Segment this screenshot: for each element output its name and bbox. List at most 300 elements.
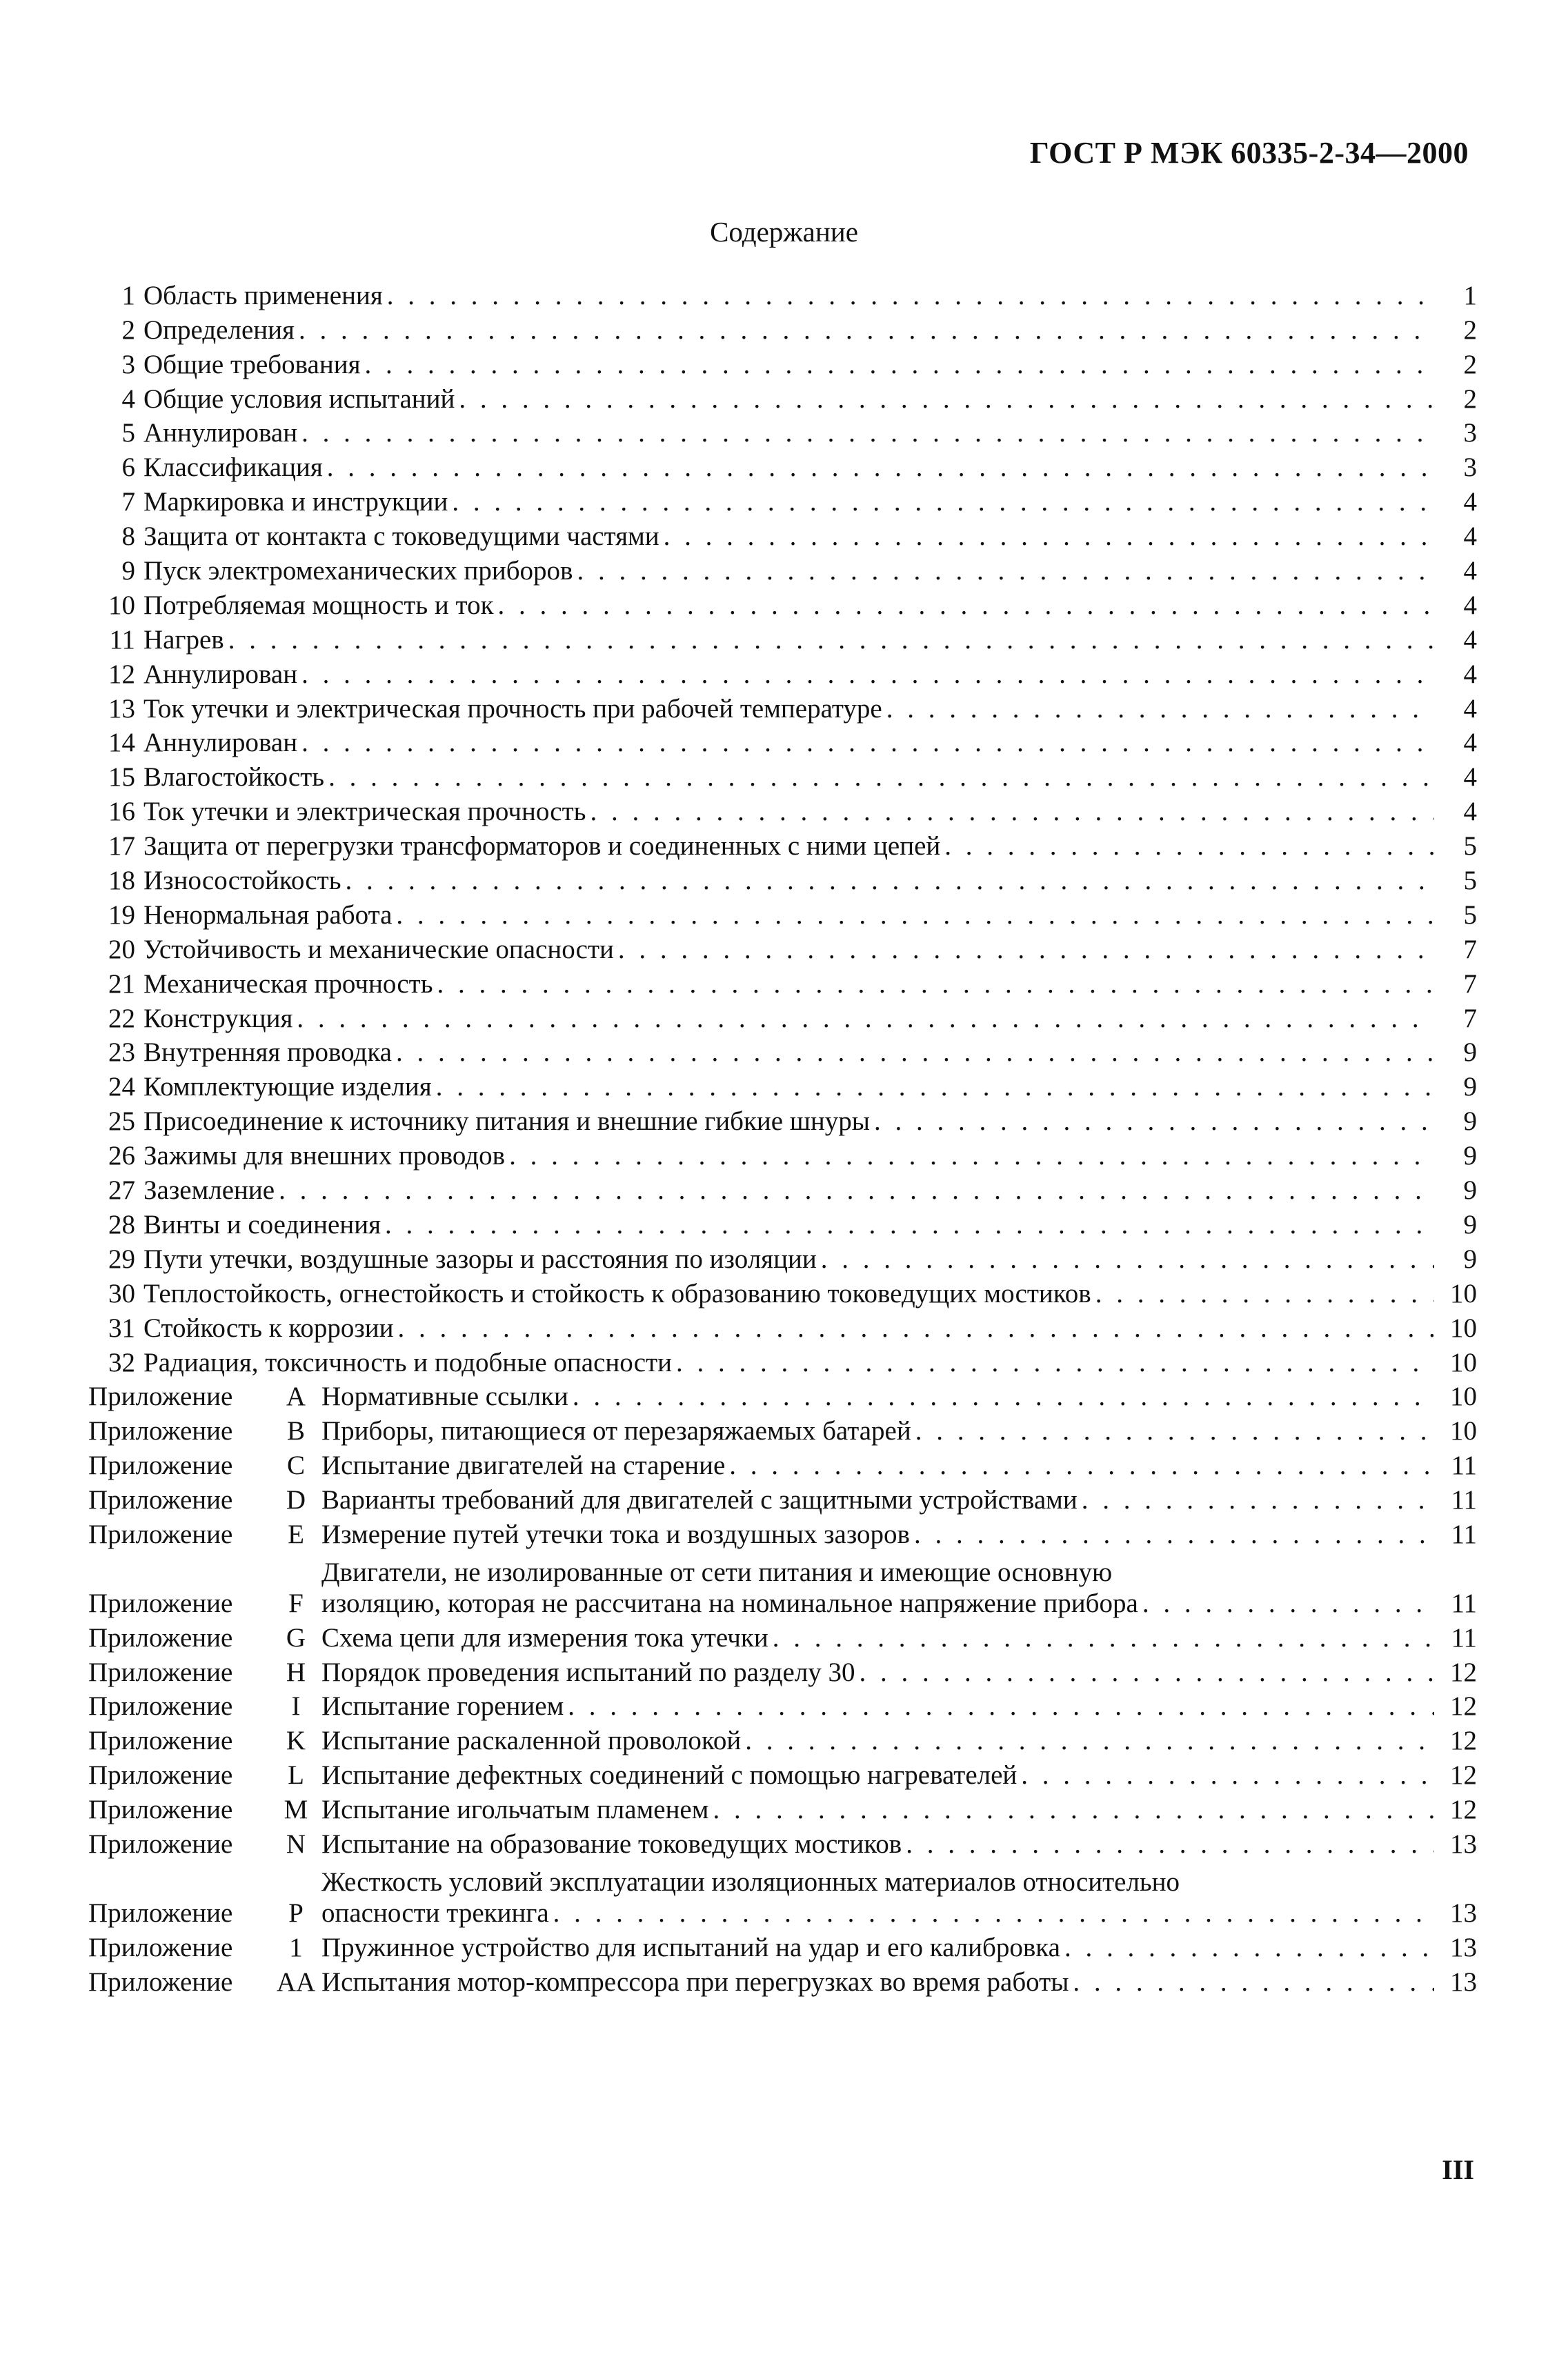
page-number: 5 [1463, 899, 1477, 930]
dot-leader [297, 1005, 1434, 1032]
dot-leader [1142, 1590, 1434, 1617]
section-title: Устойчивость и механические опасности [143, 934, 614, 964]
section-title: Стойкость к коррозии [143, 1313, 394, 1343]
entry-body [143, 1177, 1438, 1204]
toc-entry[interactable] [88, 412, 1477, 447]
section-title: Износостойкость [143, 866, 341, 896]
entry-body [143, 936, 1438, 963]
entry-body [143, 626, 1438, 653]
dot-leader [398, 1315, 1434, 1342]
dot-leader [729, 1452, 1434, 1479]
section-title: Винты и соединения [143, 1209, 381, 1240]
dot-leader [459, 386, 1434, 412]
toc-annex-entry[interactable] [88, 1720, 1477, 1754]
page-number: 4 [1463, 556, 1477, 586]
page-number: 10 [1450, 1416, 1477, 1446]
entry-body [143, 867, 1438, 894]
page-number: 2 [1463, 315, 1477, 345]
toc-entry[interactable] [88, 997, 1477, 1032]
section-number: 27 [108, 1175, 135, 1206]
entry-body [143, 419, 1438, 446]
section-number: 17 [108, 831, 135, 862]
annex-title: Испытания мотор-компрессора при перегрузках во время работы [321, 1967, 1069, 1997]
section-title: Механическая прочность [143, 968, 433, 999]
section-title: Заземление [143, 1175, 275, 1206]
dot-leader [385, 1211, 1434, 1238]
annex-title-line1: Двигатели, не изолированные от сети питания и имеющие основную [321, 1557, 1113, 1587]
annex-title-line1: Жесткость условий эксплуатации изоляционных материалов относительно [321, 1867, 1180, 1897]
section-number: 23 [108, 1037, 135, 1068]
toc-entry[interactable] [88, 344, 1477, 378]
annex-letter: D [286, 1485, 306, 1515]
section-title: Общие требования [143, 349, 361, 379]
entry-body [143, 351, 1438, 378]
annex-letter: C [286, 1451, 305, 1481]
annex-letter: G [286, 1622, 306, 1653]
annex-word: Приложение [88, 1967, 233, 1997]
annex-letter: 1 [289, 1932, 303, 1962]
annex-word: Приложение [88, 1691, 233, 1722]
section-number: 29 [108, 1244, 135, 1274]
annex-word: Приложение [88, 1898, 233, 1928]
toc-entry[interactable] [88, 1273, 1477, 1307]
entry-body [321, 1969, 1438, 1995]
entry-body [143, 1349, 1438, 1376]
toc-annex-entry[interactable] [88, 1617, 1477, 1651]
page-number: 4 [1463, 624, 1477, 655]
section-title: Конструкция [143, 1003, 293, 1033]
toc-entry[interactable] [88, 653, 1477, 688]
page-number: 12 [1450, 1657, 1477, 1687]
entry-body [321, 1417, 1438, 1444]
dot-leader [301, 661, 1434, 688]
section-number: 2 [121, 315, 135, 345]
dot-leader [573, 1383, 1434, 1410]
page-number: 7 [1463, 1003, 1477, 1033]
entry-body [143, 899, 1438, 930]
toc-entry[interactable] [88, 309, 1477, 344]
entry-body [321, 1383, 1438, 1410]
entry-body [321, 1693, 1438, 1720]
annex-letter: P [288, 1898, 304, 1928]
entry-body [143, 1039, 1438, 1066]
page-number: 11 [1451, 1451, 1477, 1481]
section-number: 26 [108, 1141, 135, 1171]
page-number: 4 [1463, 521, 1477, 552]
section-title: Аннулирован [143, 659, 298, 689]
section-number: 18 [108, 866, 135, 896]
section-number: 5 [121, 418, 135, 448]
toc-entry[interactable] [88, 756, 1477, 793]
annex-word: Приложение [88, 1795, 233, 1825]
toc-annex-entry[interactable] [88, 1548, 1477, 1617]
toc-entry[interactable] [88, 550, 1477, 584]
section-number: 8 [121, 521, 135, 552]
annex-title: Испытание двигателей на старение [321, 1451, 726, 1481]
annex-title-last-line [321, 1590, 1438, 1617]
toc-title: Содержание [710, 216, 858, 248]
annex-word: Приложение [88, 1519, 233, 1549]
page-folio: III [1442, 2154, 1474, 2185]
page-number: 9 [1463, 1175, 1477, 1206]
toc-entry[interactable] [88, 1032, 1477, 1066]
entry-body [321, 1521, 1438, 1548]
page-number: 4 [1463, 762, 1477, 793]
annex-title: Измерение путей утечки тока и воздушных зазоров [321, 1519, 910, 1549]
entry-body [321, 1624, 1438, 1651]
page-number: 3 [1463, 418, 1477, 448]
entry-body [143, 557, 1438, 584]
annex-title: Испытание раскаленной проволокой [321, 1726, 742, 1756]
dot-leader [1095, 1280, 1434, 1307]
toc-annex-entry[interactable] [88, 1927, 1477, 1961]
section-number: 9 [121, 556, 135, 586]
section-title: Теплостойкость, огнестойкость и стойкость к образованию токоведущих мостиков [143, 1278, 1091, 1308]
page-number: 13 [1450, 1829, 1477, 1859]
dot-leader [328, 764, 1434, 790]
dot-leader [299, 317, 1434, 344]
section-number: 15 [108, 762, 135, 793]
section-number: 16 [108, 797, 135, 827]
page-number: 12 [1450, 1691, 1477, 1722]
dot-leader [437, 971, 1434, 997]
entry-body [143, 454, 1438, 481]
annex-title: Схема цепи для измерения тока утечки [321, 1622, 768, 1653]
page-number: 1 [1463, 280, 1477, 310]
toc-entry[interactable] [88, 1066, 1477, 1100]
annex-letter: K [286, 1726, 306, 1756]
annex-word: Приложение [88, 1657, 233, 1687]
section-number: 32 [108, 1347, 135, 1377]
page-number: 12 [1450, 1726, 1477, 1756]
dot-leader [568, 1693, 1434, 1720]
page-number: 2 [1463, 384, 1477, 414]
annex-title: Испытание на образование токоведущих мостиков [321, 1829, 902, 1859]
entry-body [143, 1073, 1438, 1100]
dot-leader [301, 419, 1434, 446]
entry-body [143, 831, 1438, 862]
section-title: Общие условия испытаний [143, 384, 455, 414]
toc-annex-entry[interactable] [88, 1376, 1477, 1411]
dot-leader [676, 1349, 1434, 1376]
page-number: 4 [1463, 590, 1477, 620]
page-number: 10 [1450, 1278, 1477, 1308]
annex-letter: A [286, 1382, 306, 1412]
dot-leader [915, 1417, 1434, 1444]
toc-entry[interactable] [88, 790, 1477, 825]
dot-leader [1082, 1486, 1434, 1513]
section-number: 20 [108, 934, 135, 964]
annex-letter: M [284, 1795, 308, 1825]
annex-title: Испытание игольчатым пламенем [321, 1795, 709, 1825]
page-number: 11 [1451, 1519, 1477, 1549]
entry-body [143, 1108, 1438, 1135]
annex-letter: B [286, 1416, 305, 1446]
toc-entry[interactable] [88, 825, 1477, 862]
dot-leader [590, 798, 1434, 825]
annex-word: Приложение [88, 1726, 233, 1756]
dot-leader [452, 488, 1434, 515]
section-number: 25 [108, 1106, 135, 1137]
entry-body [143, 1005, 1438, 1032]
section-number: 24 [108, 1072, 135, 1102]
entry-body [321, 1934, 1438, 1961]
page-number: 4 [1463, 797, 1477, 827]
page-number: 7 [1463, 934, 1477, 964]
dot-leader [279, 1177, 1434, 1204]
dot-leader [365, 351, 1434, 378]
dot-leader [906, 1831, 1434, 1858]
dot-leader [1064, 1934, 1434, 1961]
toc-entry[interactable] [88, 1238, 1477, 1273]
entry-body [321, 1762, 1438, 1789]
toc-annex-entry[interactable] [88, 1444, 1477, 1479]
section-number: 13 [108, 693, 135, 724]
dot-leader [396, 1039, 1434, 1066]
section-title: Пуск электромеханических приборов [143, 556, 573, 586]
toc-entry[interactable] [88, 928, 1477, 963]
annex-title: Испытание дефектных соединений с помощью нагревателей [321, 1760, 1018, 1791]
annex-letter: AA [276, 1967, 316, 1997]
page-number: 11 [1451, 1622, 1477, 1653]
section-number: 4 [121, 384, 135, 414]
section-title: Область применения [143, 280, 383, 310]
entry-body [321, 1555, 1438, 1617]
entry-body [143, 488, 1438, 515]
entry-body [143, 798, 1438, 825]
toc-entry[interactable] [88, 619, 1477, 653]
toc-annex-entry[interactable] [88, 1479, 1477, 1513]
toc-entry[interactable] [88, 1307, 1477, 1342]
page-number: 10 [1450, 1347, 1477, 1377]
dot-leader [914, 1521, 1434, 1548]
section-title: Влагостойкость [143, 762, 325, 793]
section-title: Классификация [143, 452, 323, 483]
dot-leader [874, 1108, 1434, 1135]
entry-body [143, 317, 1438, 344]
section-title: Потребляемая мощность и ток [143, 590, 494, 620]
page-number: 13 [1450, 1932, 1477, 1962]
section-number: 3 [121, 349, 135, 379]
toc-entry[interactable] [88, 275, 1477, 309]
annex-letter: H [286, 1657, 306, 1687]
page-number: 12 [1450, 1760, 1477, 1791]
annex-letter: N [286, 1829, 306, 1859]
page-number: 7 [1463, 968, 1477, 999]
toc-entry[interactable] [88, 1342, 1477, 1376]
section-title: Внутренняя проводка [143, 1037, 392, 1068]
toc-entry[interactable] [88, 688, 1477, 722]
section-number: 11 [109, 624, 135, 655]
section-title: Зажимы для внешних проводов [143, 1141, 506, 1171]
page-number: 10 [1450, 1313, 1477, 1343]
toc-entry[interactable] [88, 963, 1477, 997]
entry-body [143, 523, 1438, 550]
entry-body [143, 968, 1438, 999]
annex-title: Пружинное устройство для испытаний на удар и его калибровка [321, 1932, 1060, 1962]
dot-leader [713, 1796, 1434, 1823]
page-number: 5 [1463, 866, 1477, 896]
toc-entry[interactable] [88, 722, 1477, 757]
toc-entry[interactable] [88, 894, 1477, 928]
toc-entry[interactable] [88, 515, 1477, 550]
table-of-contents [88, 275, 1477, 1995]
dot-leader [773, 1624, 1434, 1651]
dot-leader [327, 454, 1434, 481]
entry-body [321, 1865, 1438, 1927]
toc-annex-entry[interactable] [88, 1858, 1477, 1927]
toc-annex-entry[interactable] [88, 1754, 1477, 1789]
page-number: 9 [1463, 1209, 1477, 1240]
section-number: 1 [121, 280, 135, 310]
section-title: Пути утечки, воздушные зазоры и расстояния по изоляции [143, 1244, 817, 1274]
annex-title: изоляцию, которая не рассчитана на номинальное напряжение прибора [321, 1588, 1138, 1618]
document-header: ГОСТ Р МЭК 60335-2-34—2000 [1029, 136, 1469, 170]
page-number: 4 [1463, 693, 1477, 724]
entry-body [321, 1727, 1438, 1754]
toc-annex-entry[interactable] [88, 1686, 1477, 1720]
entry-body [143, 1315, 1438, 1342]
toc-entry[interactable] [88, 1169, 1477, 1204]
page-number: 3 [1463, 452, 1477, 483]
entry-body [143, 661, 1438, 688]
dot-leader [577, 557, 1434, 584]
toc-entry[interactable] [88, 859, 1477, 894]
page-number: 11 [1451, 1485, 1477, 1515]
dot-leader [228, 626, 1434, 653]
page-number: 5 [1463, 831, 1477, 862]
page-number: 12 [1450, 1795, 1477, 1825]
section-title: Радиация, токсичность и подобные опасности [143, 1347, 672, 1377]
section-title: Маркировка и инструкции [143, 487, 448, 517]
section-title: Присоединение к источнику питания и внешние гибкие шнуры [143, 1106, 870, 1137]
entry-body [143, 386, 1438, 412]
section-title: Ток утечки и электрическая прочность при рабочей температуре [143, 693, 882, 724]
section-number: 28 [108, 1209, 135, 1240]
entry-body [143, 729, 1438, 756]
section-title: Защита от контакта с токоведущими частями [143, 521, 659, 552]
section-number: 6 [121, 452, 135, 483]
section-number: 14 [108, 728, 135, 758]
entry-body [321, 1486, 1438, 1513]
section-number: 21 [108, 968, 135, 999]
toc-entry[interactable] [88, 378, 1477, 412]
section-number: 12 [108, 659, 135, 689]
dot-leader [553, 1900, 1434, 1927]
section-title: Аннулирован [143, 728, 298, 758]
dot-leader [301, 729, 1434, 756]
toc-entry[interactable] [88, 584, 1477, 619]
section-title: Комплектующие изделия [143, 1072, 432, 1102]
annex-word: Приложение [88, 1588, 233, 1618]
toc-entry[interactable] [88, 446, 1477, 481]
annex-letter: L [288, 1760, 304, 1791]
page-number: 9 [1463, 1106, 1477, 1137]
toc-annex-entry[interactable] [88, 1651, 1477, 1686]
page-number: 13 [1450, 1898, 1477, 1928]
annex-word: Приложение [88, 1451, 233, 1481]
section-title: Ток утечки и электрическая прочность [143, 797, 586, 827]
toc-annex-entry[interactable] [88, 1410, 1477, 1444]
page-number: 4 [1463, 659, 1477, 689]
section-number: 10 [108, 590, 135, 620]
section-number: 19 [108, 899, 135, 930]
section-title: Ненормальная работа [143, 899, 393, 930]
annex-word: Приложение [88, 1622, 233, 1653]
dot-leader [886, 695, 1434, 722]
entry-body [143, 1211, 1438, 1238]
dot-leader [509, 1142, 1434, 1169]
dot-leader [387, 282, 1434, 309]
section-number: 31 [108, 1313, 135, 1343]
dot-leader [860, 1659, 1434, 1686]
annex-title: Порядок проведения испытаний по разделу 30 [321, 1657, 855, 1687]
page-number: 4 [1463, 487, 1477, 517]
dot-leader [396, 902, 1434, 928]
dot-leader [436, 1073, 1434, 1100]
toc-entry[interactable] [88, 1100, 1477, 1135]
page-number: 2 [1463, 349, 1477, 379]
annex-word: Приложение [88, 1382, 233, 1412]
annex-word: Приложение [88, 1760, 233, 1791]
annex-title: Варианты требований для двигателей с защитными устройствами [321, 1485, 1078, 1515]
page-number: 11 [1451, 1588, 1477, 1618]
toc-entry[interactable] [88, 1135, 1477, 1169]
toc-entry[interactable] [88, 1204, 1477, 1238]
entry-body [143, 592, 1438, 619]
page-number: 13 [1450, 1967, 1477, 1997]
section-title: Аннулирован [143, 418, 298, 448]
annex-title-last-line [321, 1900, 1438, 1927]
annex-word: Приложение [88, 1485, 233, 1515]
toc-annex-entry[interactable] [88, 1961, 1477, 1995]
toc-entry[interactable] [88, 481, 1477, 515]
entry-body [321, 1452, 1438, 1479]
entry-body [143, 1280, 1438, 1307]
page-number: 9 [1463, 1141, 1477, 1171]
dot-leader [345, 867, 1434, 894]
section-number: 22 [108, 1003, 135, 1033]
toc-annex-entry[interactable] [88, 1513, 1477, 1548]
annex-title: Нормативные ссылки [321, 1382, 568, 1412]
toc-annex-entry[interactable] [88, 1823, 1477, 1858]
annex-word: Приложение [88, 1416, 233, 1446]
section-number: 30 [108, 1278, 135, 1308]
annex-letter: F [288, 1588, 304, 1618]
page-number: 9 [1463, 1244, 1477, 1274]
page-number: 9 [1463, 1072, 1477, 1102]
dot-leader [618, 936, 1434, 963]
dot-leader [821, 1246, 1434, 1273]
entry-body [321, 1796, 1438, 1823]
page-number: 9 [1463, 1037, 1477, 1068]
toc-annex-entry[interactable] [88, 1789, 1477, 1823]
section-title: Нагрев [143, 624, 224, 655]
section-number: 7 [121, 487, 135, 517]
page-number: 10 [1450, 1382, 1477, 1412]
dot-leader [944, 833, 1434, 859]
annex-word: Приложение [88, 1829, 233, 1859]
dot-leader [1073, 1969, 1434, 1995]
page-number: 4 [1463, 728, 1477, 758]
annex-title: опасности трекинга [321, 1898, 549, 1928]
annex-title: Испытание горением [321, 1691, 564, 1722]
dot-leader [664, 523, 1434, 550]
dot-leader [745, 1727, 1434, 1754]
entry-body [143, 762, 1438, 793]
entry-body [321, 1659, 1438, 1686]
annex-letter: I [291, 1691, 301, 1722]
